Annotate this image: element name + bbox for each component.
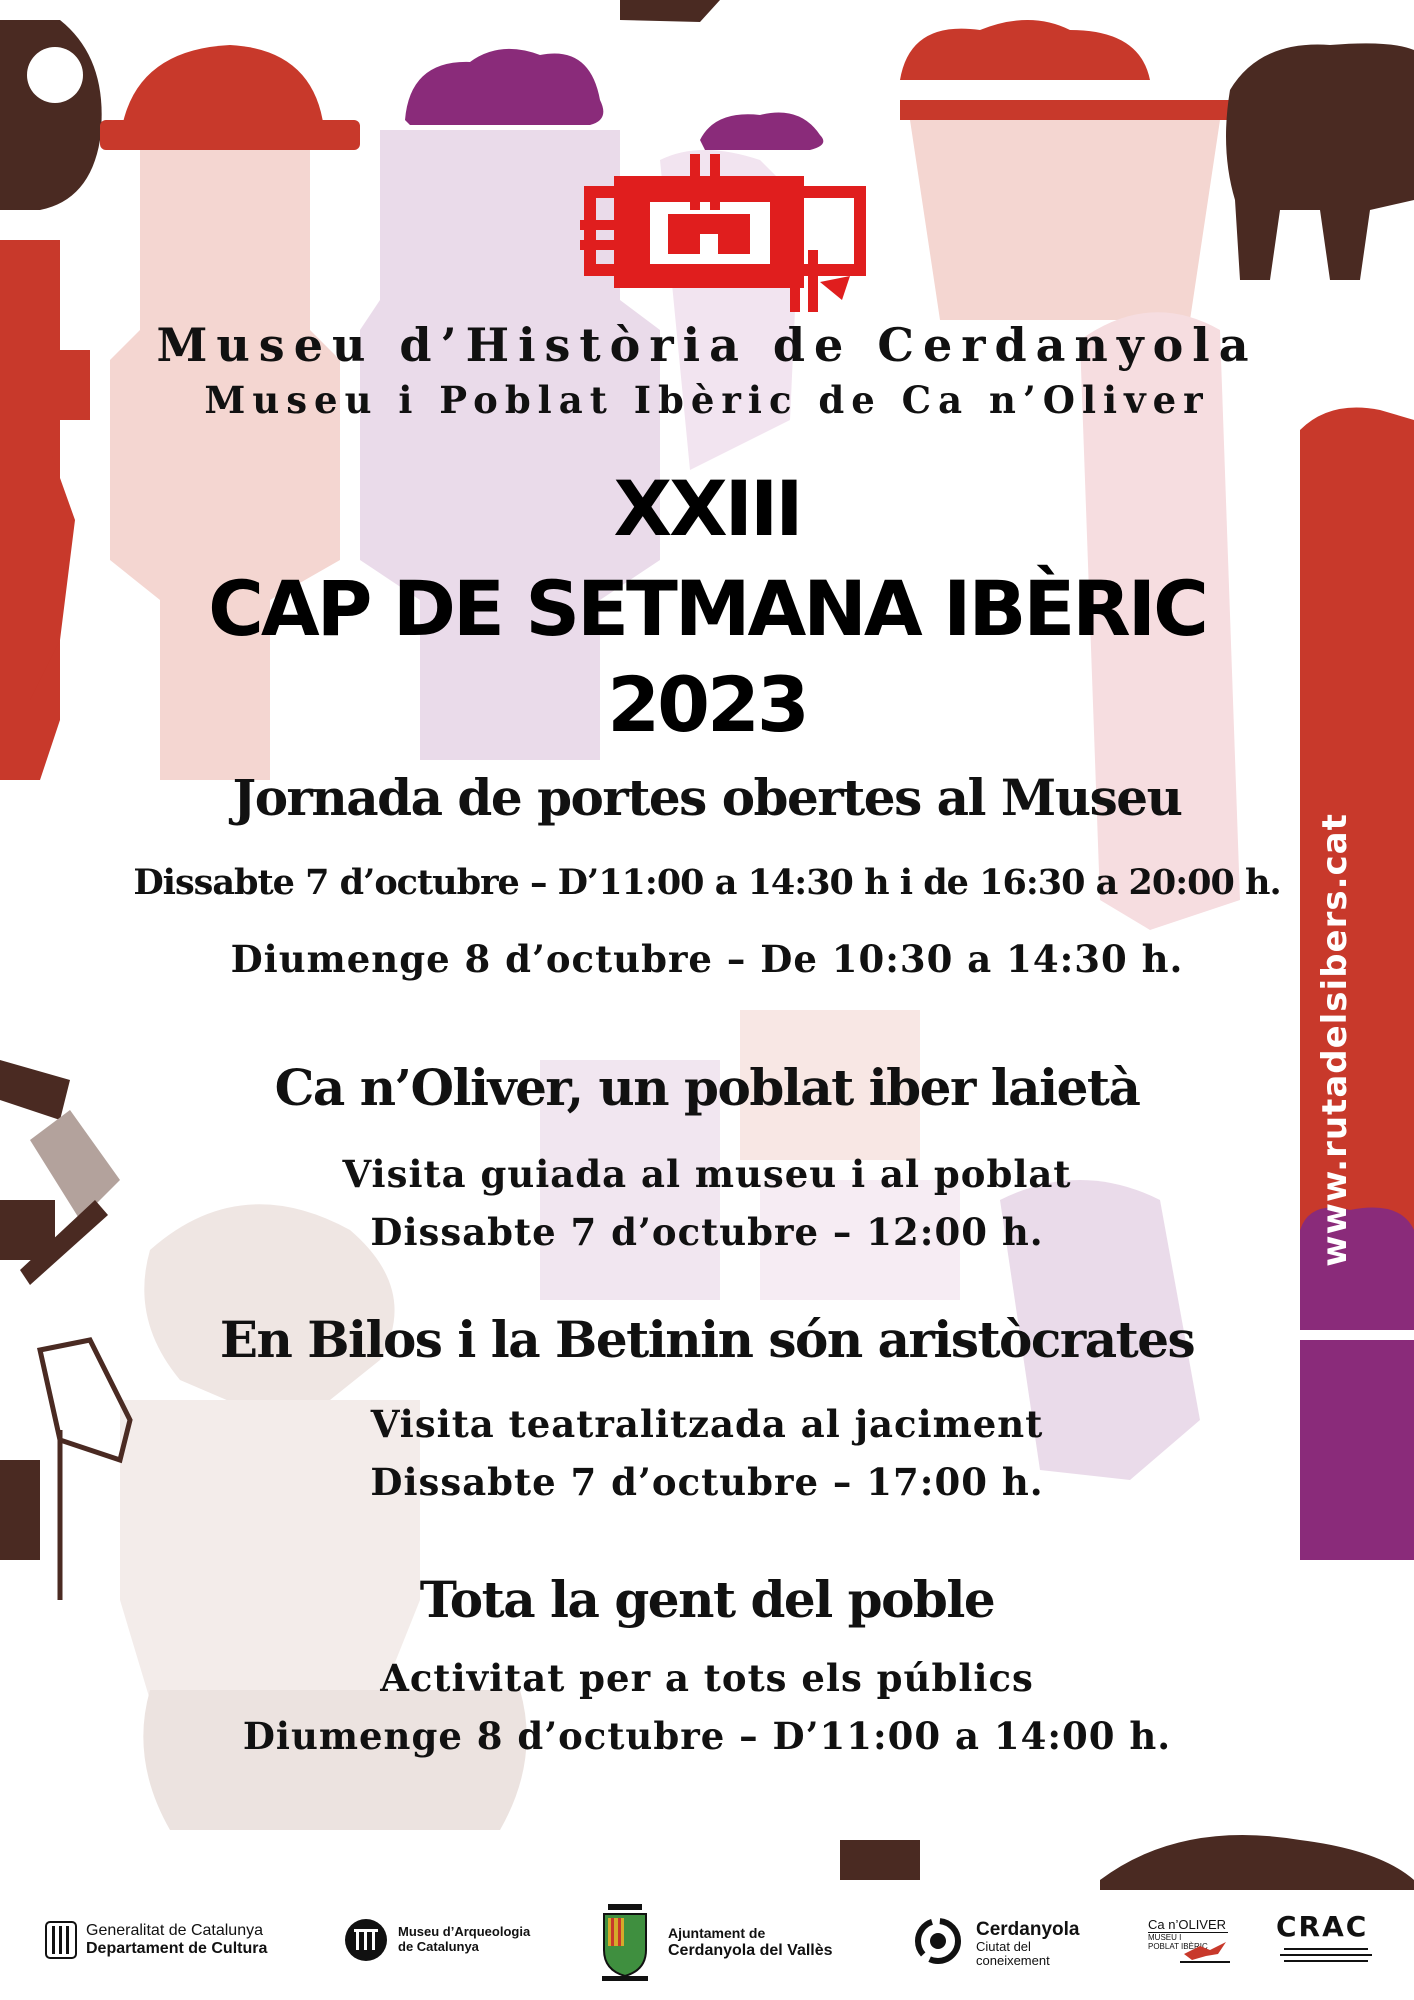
museum-subtitle: Museu i Poblat Ibèric de Ca n’Oliver — [204, 378, 1210, 422]
sponsor-mac: Museu d’Arqueologia de Catalunya — [398, 1924, 531, 1954]
activity-description: Visita guiada al museu i al poblat — [342, 1152, 1072, 1196]
canoliver-bird-icon — [1180, 1938, 1230, 1964]
activity-description: Activitat per a tots els públics — [380, 1656, 1034, 1700]
mac-logo-icon — [344, 1918, 388, 1962]
section-title: Jornada de portes obertes al Museu — [232, 768, 1182, 827]
event-name: CAP DE SETMANA IBÈRIC — [208, 564, 1206, 653]
event-year: 2023 — [607, 660, 807, 749]
sponsor-cerdanyola: Cerdanyola Ciutat del coneixement — [976, 1919, 1080, 1968]
crac-text-lines-icon — [1276, 1946, 1376, 1968]
sponsor-generalitat: Generalitat de Catalunya Departament de Cultura — [86, 1922, 268, 1957]
section-title: En Bilos i la Betinin són aristòcrates — [219, 1310, 1195, 1369]
activity-description: Visita teatralitzada al jaciment — [370, 1402, 1044, 1446]
cerdanyola-logo-icon — [908, 1916, 968, 1966]
schedule-line: Diumenge 8 d’octubre – D’11:00 a 14:00 h. — [242, 1714, 1172, 1758]
schedule-line: Diumenge 8 d’octubre – De 10:30 a 14:30 h. — [230, 937, 1184, 981]
section-title: Tota la gent del poble — [419, 1570, 995, 1629]
museum-name: Museu d’Història de Cerdanyola — [156, 318, 1258, 372]
event-edition: XXIII — [613, 464, 801, 553]
website-url-text: www.rutadelsibers.cat — [1315, 813, 1355, 1267]
sponsor-canoliver: Ca n’OLIVER MUSEU I POBLAT IBÈRIC — [1148, 1917, 1227, 1951]
ajuntament-coat-of-arms-icon — [598, 1900, 652, 1982]
sponsor-ajuntament: Ajuntament de Cerdanyola del Vallès — [668, 1925, 833, 1959]
sponsor-crac: CRAC — [1276, 1910, 1369, 1943]
section-title: Ca n’Oliver, un poblat iber laietà — [274, 1058, 1140, 1117]
schedule-line: Dissabte 7 d’octubre – 12:00 h. — [370, 1210, 1044, 1254]
generalitat-emblem-icon — [44, 1920, 78, 1960]
museum-logo-icon — [580, 150, 880, 320]
schedule-line: Dissabte 7 d’octubre – 17:00 h. — [370, 1460, 1044, 1504]
sponsor-footer — [0, 1890, 1414, 2000]
schedule-line: Dissabte 7 d’octubre – D’11:00 a 14:30 h i de 16:30 a 20:00 h. — [133, 862, 1281, 903]
